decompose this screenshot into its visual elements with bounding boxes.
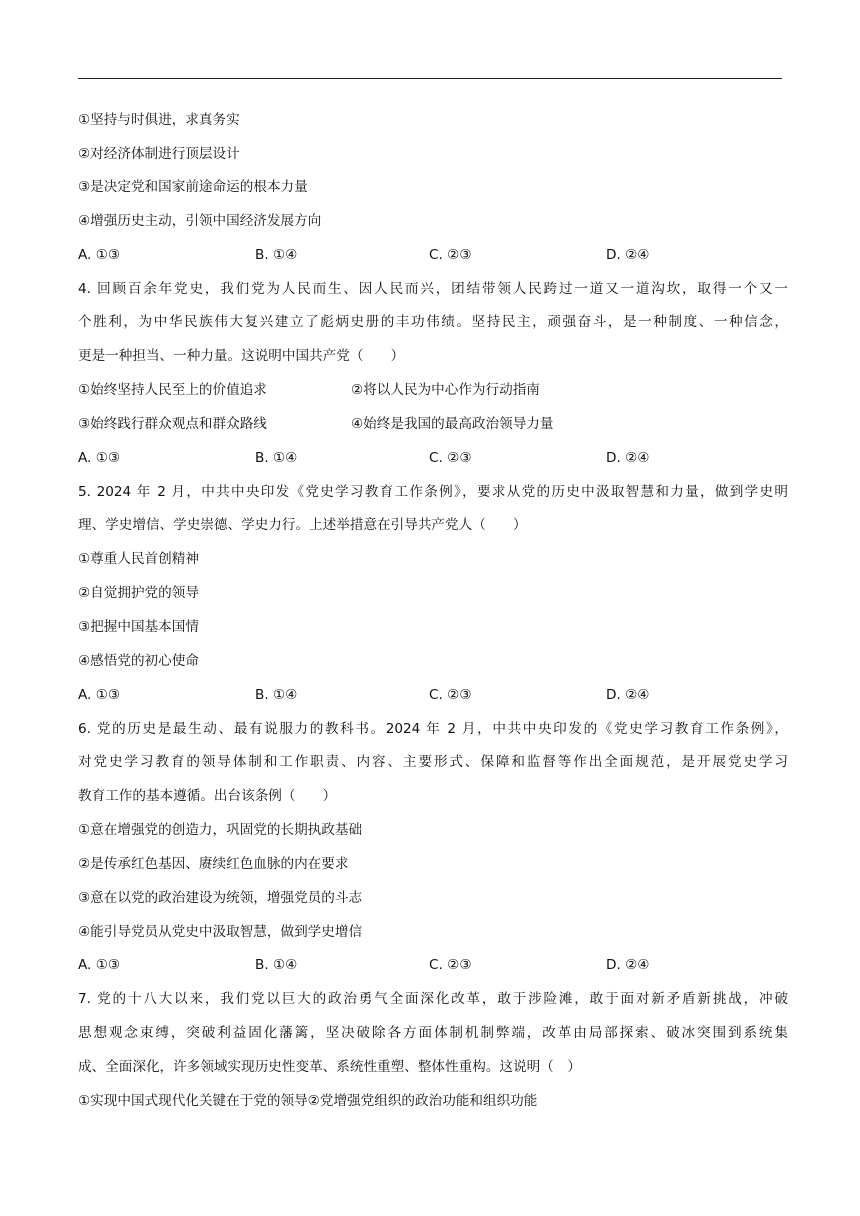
q7-stem-line-3: 成、全面深化，许多领域实现历史性变革、系统性重塑、整体性重构。这说明（ ） bbox=[78, 1059, 581, 1075]
q7-stem-line-1: 7. 党的十八大以来，我们党以巨大的政治勇气全面深化改革，敢于涉险滩，敢于面对新矛盾新挑战，冲破 bbox=[78, 991, 788, 1007]
q7-stem-line-2: 思想观念束缚，突破利益固化藩篱，坚决破除各方面体制机制弊端，改革由局部探索、破冰突围到系统集 bbox=[78, 1025, 788, 1041]
q6-options bbox=[78, 955, 788, 975]
q5-statement-2: ②自觉拥护党的领导 bbox=[78, 585, 199, 601]
q6-statement-2: ②是传承红色基因、赓续红色血脉的内在要求 bbox=[78, 856, 349, 872]
q4-statement-4: ④始终是我国的最高政治领导力量 bbox=[351, 416, 554, 432]
q4-option-d[interactable]: D. ②④ bbox=[606, 450, 650, 466]
q6-stem-line-2: 对党史学习教育的领导体制和工作职责、内容、主要形式、保障和监督等作出全面规范，是开展党史学习 bbox=[78, 754, 788, 770]
header-rule bbox=[78, 78, 782, 79]
q3-statement-1: ①坚持与时俱进，求真务实 bbox=[78, 112, 240, 128]
q4-statement-1: ①始终坚持人民至上的价值追求 bbox=[78, 382, 267, 398]
q6-stem-line-1: 6. 党的历史是最生动、最有说服力的教科书。2024 年 2 月，中共中央印发的《党史学习教育工作条例》， bbox=[78, 721, 788, 737]
q4-stem-line-3: 更是一种担当、一种力量。这说明中国共产党（ ） bbox=[78, 348, 405, 364]
q6-stem-line-3: 教育工作的基本遵循。出台该条例（ ） bbox=[78, 788, 337, 804]
q4-stem-line-1: 4. 回顾百余年党史，我们党为人民而生、因人民而兴，团结带领人民跨过一道又一道沟坎，取得一个又一 bbox=[78, 281, 788, 297]
q6-statement-1: ①意在增强党的创造力，巩固党的长期执政基础 bbox=[78, 822, 363, 838]
q6-option-a[interactable]: A. ①③ bbox=[78, 957, 121, 973]
q5-option-b[interactable]: B. ①④ bbox=[255, 687, 298, 703]
q6-statement-3: ③意在以党的政治建设为统领，增强党员的斗志 bbox=[78, 890, 363, 906]
q6-statement-4: ④能引导党员从党史中汲取智慧，做到学史增信 bbox=[78, 924, 363, 940]
q4-option-a[interactable]: A. ①③ bbox=[78, 450, 121, 466]
q5-statement-1: ①尊重人民首创精神 bbox=[78, 551, 199, 567]
q6-option-c[interactable]: C. ②③ bbox=[429, 957, 472, 973]
q3-option-d[interactable]: D. ②④ bbox=[606, 247, 650, 263]
q3-option-b[interactable]: B. ①④ bbox=[255, 247, 298, 263]
q4-statements-row-2 bbox=[78, 414, 788, 434]
q3-statement-3: ③是决定党和国家前途命运的根本力量 bbox=[78, 179, 308, 195]
q3-option-c[interactable]: C. ②③ bbox=[429, 247, 472, 263]
q4-option-c[interactable]: C. ②③ bbox=[429, 450, 472, 466]
q5-options bbox=[78, 685, 788, 705]
q3-statement-2: ②对经济体制进行顶层设计 bbox=[78, 146, 240, 162]
q4-statement-3: ③始终践行群众观点和群众路线 bbox=[78, 416, 267, 432]
q5-option-c[interactable]: C. ②③ bbox=[429, 687, 472, 703]
q5-statement-4: ④感悟党的初心使命 bbox=[78, 653, 199, 669]
q6-option-b[interactable]: B. ①④ bbox=[255, 957, 298, 973]
q4-statement-2: ②将以人民为中心作为行动指南 bbox=[351, 382, 540, 398]
q4-option-b[interactable]: B. ①④ bbox=[255, 450, 298, 466]
q6-option-d[interactable]: D. ②④ bbox=[606, 957, 650, 973]
q4-statements-row-1 bbox=[78, 380, 788, 400]
q3-options bbox=[78, 245, 788, 265]
q4-stem-line-2: 个胜利，为中华民族伟大复兴建立了彪炳史册的丰功伟绩。坚持民主，顽强奋斗，是一种制度、一种信念， bbox=[78, 314, 788, 330]
q5-stem-line-1: 5. 2024 年 2 月，中共中央印发《党史学习教育工作条例》，要求从党的历史中汲取智慧和力量，做到学史明 bbox=[78, 484, 788, 500]
q7-statements-line: ①实现中国式现代化关键在于党的领导②党增强党组织的政治功能和组织功能 bbox=[78, 1093, 538, 1109]
q3-option-a[interactable]: A. ①③ bbox=[78, 247, 121, 263]
q5-option-d[interactable]: D. ②④ bbox=[606, 687, 650, 703]
q5-stem-line-2: 理、学史增信、学史崇德、学史力行。上述举措意在引导共产党人（ ） bbox=[78, 517, 527, 533]
q5-option-a[interactable]: A. ①③ bbox=[78, 687, 121, 703]
q3-statement-4: ④增强历史主动，引领中国经济发展方向 bbox=[78, 213, 322, 229]
q5-statement-3: ③把握中国基本国情 bbox=[78, 619, 199, 635]
q4-options bbox=[78, 448, 788, 468]
